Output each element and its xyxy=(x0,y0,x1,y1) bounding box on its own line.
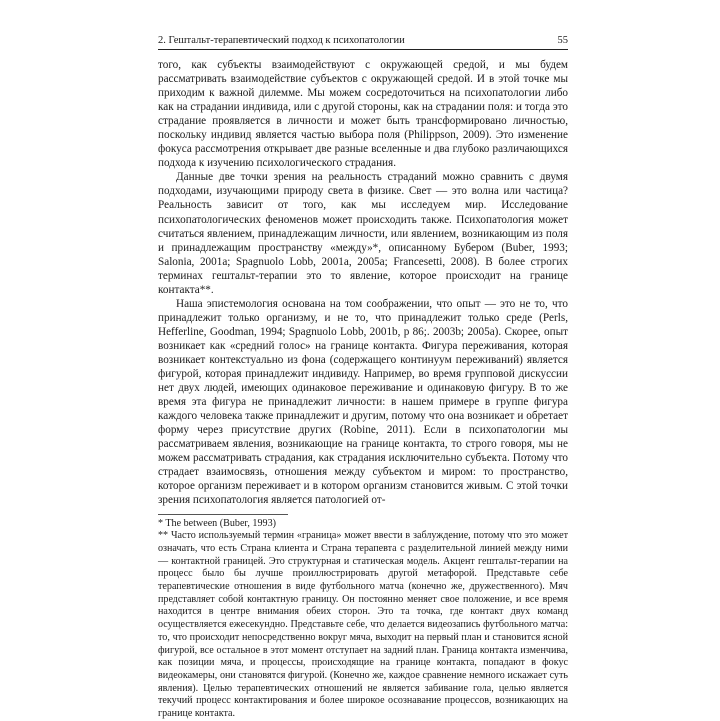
paragraph-2: Данные две точки зрения на реальность страданий можно сравнить с двумя подходами, изучающими природу света в физике. Свет — это волна или частица? Реальность зависит от того, как мы исследуем мир. Исследование психопатологических феноменов может происходить также. Психопатология может считаться явлением, принадлежащим личности, или явлением, возникающим из поля и принадлежащим пространству «между»*, описанному Бубером (Buber, 1993; Salonia, 2001a; Spagnuolo Lobb, 2001a, 2005a; Francesetti, 2008). В более строгих терминах гештальт-терапии это то явление, которое происходит на границе контакта**. xyxy=(158,171,568,296)
book-page xyxy=(158,34,568,720)
page-number: 55 xyxy=(557,35,568,46)
footnote-divider xyxy=(158,514,288,515)
main-text xyxy=(158,58,568,508)
chapter-title: 2. Гештальт-терапевтический подход к психопатологии xyxy=(158,35,405,46)
paragraph-1: того, как субъекты взаимодействуют с окружающей средой, и мы будем рассматривать взаимодействие субъектов с окружающей средой. И в этой точке мы приходим к важной дилемме. Мы можем сосредоточиться на психопатологии либо как на страдании индивида, или с другой стороны, как на страдании поля: и тогда это страдание проявляется в личности и может быть трансформировано личностью, поскольку индивид является частью выбора поля (Philippson, 2009). Это изменение фокуса рассмотрения открывает две разные вселенные и два глубоко различающихся подхода к изучению психологического страдания. xyxy=(158,59,568,170)
footnote-1: * The between (Buber, 1993) xyxy=(158,517,276,529)
paragraph-3: Наша эпистемология основана на том соображении, что опыт — это не то, что принадлежит только организму, и не то, что принадлежит только среде (Perls, Hefferline, Goodman, 1994; Spagnuolo Lobb, 2001b, p 86;. 2003b; 2005a). Скорее, опыт возникает как «средний голос» на границе контакта. Фигура переживания, которая возникает контекстуально из фона (содержащего континуум переживаний) является фигурой, которая принадлежит индивиду. Например, во время групповой дискуссии нет двух людей, имеющих одинаковое переживание и одинаковую фигуру. В то же время эта фигура не принадлежит личности: в нашем примере в группе фигура каждого человека также принадлежит и другим, потому что она возникает и обретает форму через присутствие других (Robine, 2011). Если в психопатологии мы рассматриваем явления, возникающие на границе контакта, то строго говоря, мы не можем рассматривать страдания, как страдания исключительно субъекта. Потому что страдает взаимосвязь, отношения между субъектом и миром: то пространство, которое организм переживает и в котором организм становится живым. С этой точки зрения психопатология является патологией от- xyxy=(158,297,568,507)
footnotes xyxy=(158,518,568,721)
footnote-2: ** Часто используемый термин «граница» может ввести в заблуждение, потому что это может означать, что есть Страна клиента и Страна терапевта с разделительной линией между ними — контактной границей. Это структурная и статическая модель. Акцент гештальт-терапии на процесс было бы лучше проиллюстрировать другой метафорой. Представьте себе терапевтические отношения в виде футбольного матча (конечно же, дружественного). Мяч представляет собой контактную границу. Он постоянно меняет свое положение, и все время находится в центре внимания обеих сторон. Это та точка, где контакт двух команд осуществляется ежесекундно. Представьте себе, что делается видеозапись футбольного матча: то, что происходит непосредственно вокруг мяча, выходит на первый план и становится ясной фигурой, все остальное в этот момент отступает на задний план. Граница контакта изменчива, как позиции мяча, и процессы, происходящие на границе контакта, попадают в фокус видеокамеры, они становятся фигурой. (Конечно же, каждое сравнение немного искажает суть явления). Целью терапевтических отношений не является забивание гола, целью является текучий процесс контактирования и более широкое осознавание процессов, возникающих на границе контакта. xyxy=(158,530,568,720)
running-header xyxy=(158,34,568,50)
